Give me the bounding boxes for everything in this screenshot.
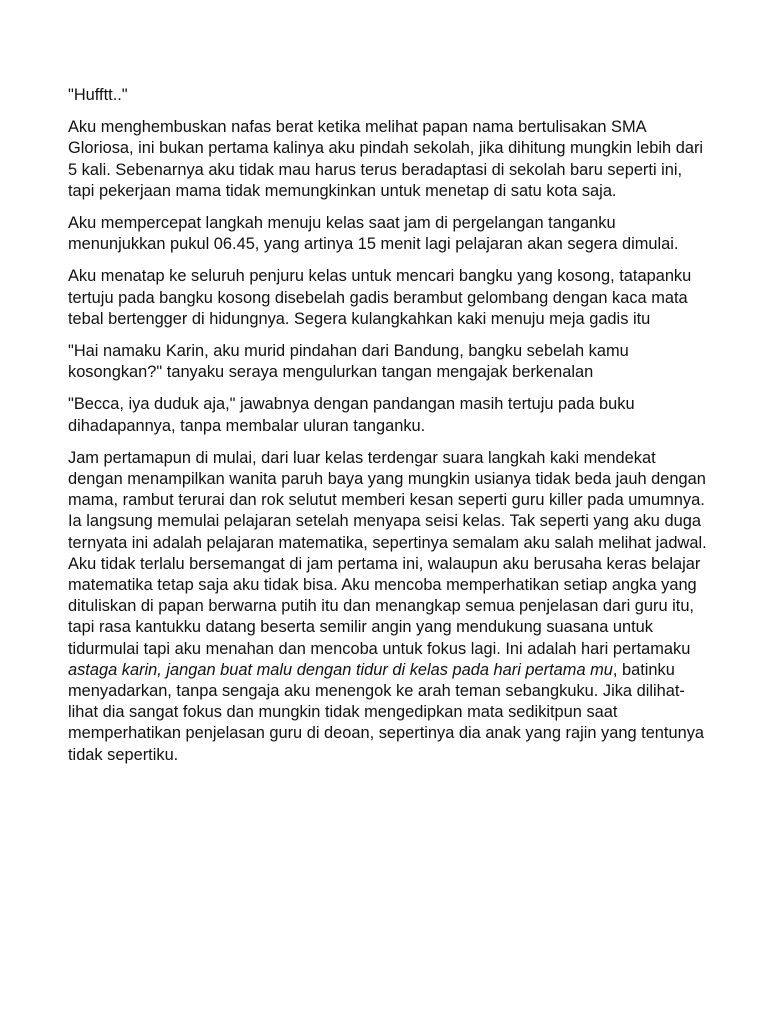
paragraph-5: "Hai namaku Karin, aku murid pindahan dari Bandung, bangku sebelah kamu kosongkan?" tanyaku seraya mengulurkan tangan mengajak berkenalan [68, 342, 629, 382]
paragraph-6: "Becca, iya duduk aja," jawabnya dengan pandangan masih tertuju pada buku dihadapannya, tanpa membalar uluran tanganku. [68, 395, 635, 435]
paragraph-7-text-end: , batinku menyadarkan, tanpa sengaja aku menengok ke arah teman sebangkuku. Jika dilihat-lihat dia sangat fokus dan mungkin tidak mengedipkan mata sedikitpun saat memperhatikan penjelasan guru di deoan, sepertinya dia anak yang rajin yang tentunya tidak sepertiku. [68, 660, 705, 764]
paragraph-7-inner-thought: astaga karin, jangan buat malu dengan tidur di kelas pada hari pertama mu [68, 660, 613, 679]
paragraph-4: Aku menatap ke seluruh penjuru kelas untuk mencari bangku yang kosong, tatapanku tertuju pada bangku kosong disebelah gadis berambut gelombang dengan kaca mata tebal bertengger di hidungnya. Segera kulangkahkan kaki menuju meja gadis itu [68, 267, 692, 328]
paragraph-3: Aku mempercepat langkah menuju kelas saat jam di pergelangan tanganku menunjukkan pukul 06.45, yang artinya 15 menit lagi pelajaran akan segera dimulai. [68, 214, 679, 254]
paragraph-1: "Hufftt.." [68, 86, 128, 104]
paragraph-2: Aku menghembuskan nafas berat ketika melihat papan nama bertulisakan SMA Gloriosa, ini bukan pertama kalinya aku pindah sekolah, jika dihitung mungkin lebih dari 5 kali. Sebenarnya aku tidak mau harus terus beradaptasi di sekolah baru seperti ini, tapi pekerjaan mama tidak memungkinkan untuk menetap di satu kota saja. [68, 118, 704, 200]
paragraph-7-text-start: Jam pertamapun di mulai, dari luar kelas terdengar suara langkah kaki mendekat dengan menampilkan wanita paruh baya yang mungkin usianya tidak beda jauh dengan mama, rambut terurai dan rok selutut memberi kesan seperti guru killer pada umumnya. Ia langsung memulai pelajaran setelah menyapa seisi kelas. Tak seperti yang aku duga ternyata ini adalah pelajaran matematika, sepertinya semalam aku salah melihat jadwal. Aku tidak terlalu bersemangat di jam pertama ini, walaupun aku berusaha keras belajar matematika tetap saja aku tidak bisa. Aku mencoba memperhatikan setiap angka yang dituliskan di papan berwarna putih itu dan menangkap semua penjelasan dari guru itu, tapi rasa kantukku datang beserta semilir angin yang mendukung suasana untuk tidurmulai tapi aku menahan dan mencoba untuk fokus lagi. Ini adalah hari pertamaku [68, 448, 707, 658]
story-text [68, 85, 708, 777]
paragraph-7 [68, 448, 708, 766]
